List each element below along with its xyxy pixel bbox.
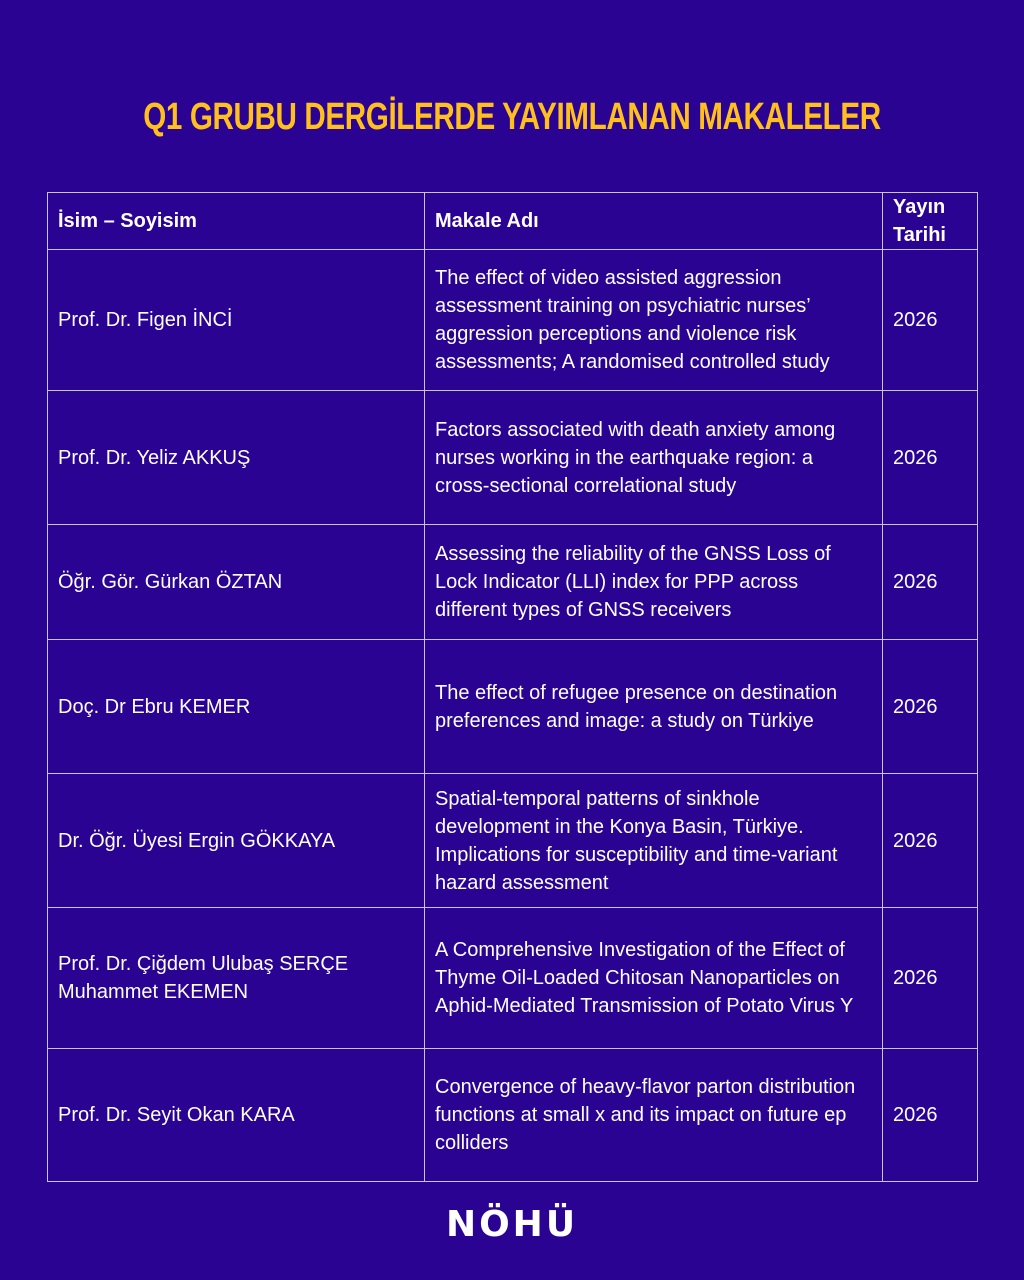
table-header-row: [48, 193, 978, 250]
article-title: Assessing the reliability of the GNSS Loss of Lock Indicator (LLI) index for PPP across different types of GNSS receivers: [425, 525, 883, 640]
table-row: [48, 391, 978, 525]
article-title: Factors associated with death anxiety among nurses working in the earthquake region: a cross-sectional correlational study: [425, 391, 883, 525]
publication-year: 2026: [883, 908, 978, 1049]
table-row: [48, 774, 978, 908]
author-name: Prof. Dr. Figen İNCİ: [48, 250, 425, 391]
author-name: Prof. Dr. Seyit Okan KARA: [48, 1049, 425, 1182]
publication-year: 2026: [883, 1049, 978, 1182]
table-row: [48, 640, 978, 774]
author-name: Prof. Dr. Yeliz AKKUŞ: [48, 391, 425, 525]
publication-year: 2026: [883, 774, 978, 908]
article-title: A Comprehensive Investigation of the Effect of Thyme Oil-Loaded Chitosan Nanoparticles on Aphid-Mediated Transmission of Potato Virus Y: [425, 908, 883, 1049]
author-name: Prof. Dr. Çiğdem Ulubaş SERÇE Muhammet EKEMEN: [48, 908, 425, 1049]
article-title: Spatial-temporal patterns of sinkhole development in the Konya Basin, Türkiye. Implications for susceptibility and time-variant hazard assessment: [425, 774, 883, 908]
author-name: Öğr. Gör. Gürkan ÖZTAN: [48, 525, 425, 640]
nohu-logo: NÖHÜ: [445, 1204, 579, 1245]
publication-year: 2026: [883, 525, 978, 640]
author-name: Dr. Öğr. Üyesi Ergin GÖKKAYA: [48, 774, 425, 908]
article-title: Convergence of heavy-flavor parton distribution functions at small x and its impact on future ep colliders: [425, 1049, 883, 1182]
publication-year: 2026: [883, 391, 978, 525]
header-name: İsim – Soyisim: [48, 193, 425, 250]
article-title: The effect of video assisted aggression assessment training on psychiatric nurses’ aggression perceptions and violence risk assessments; A randomised controlled study: [425, 250, 883, 391]
publication-year: 2026: [883, 640, 978, 774]
publication-year: 2026: [883, 250, 978, 391]
table-row: [48, 525, 978, 640]
table-row: [48, 1049, 978, 1182]
page-title: Q1 GRUBU DERGİLERDE YAYIMLANAN MAKALELER: [143, 96, 881, 138]
article-title: The effect of refugee presence on destination preferences and image: a study on Türkiye: [425, 640, 883, 774]
articles-table: [47, 192, 978, 1182]
header-article: Makale Adı: [425, 193, 883, 250]
author-name: Doç. Dr Ebru KEMER: [48, 640, 425, 774]
table-row: [48, 250, 978, 391]
table-row: [48, 908, 978, 1049]
header-year: Yayın Tarihi: [883, 193, 978, 250]
